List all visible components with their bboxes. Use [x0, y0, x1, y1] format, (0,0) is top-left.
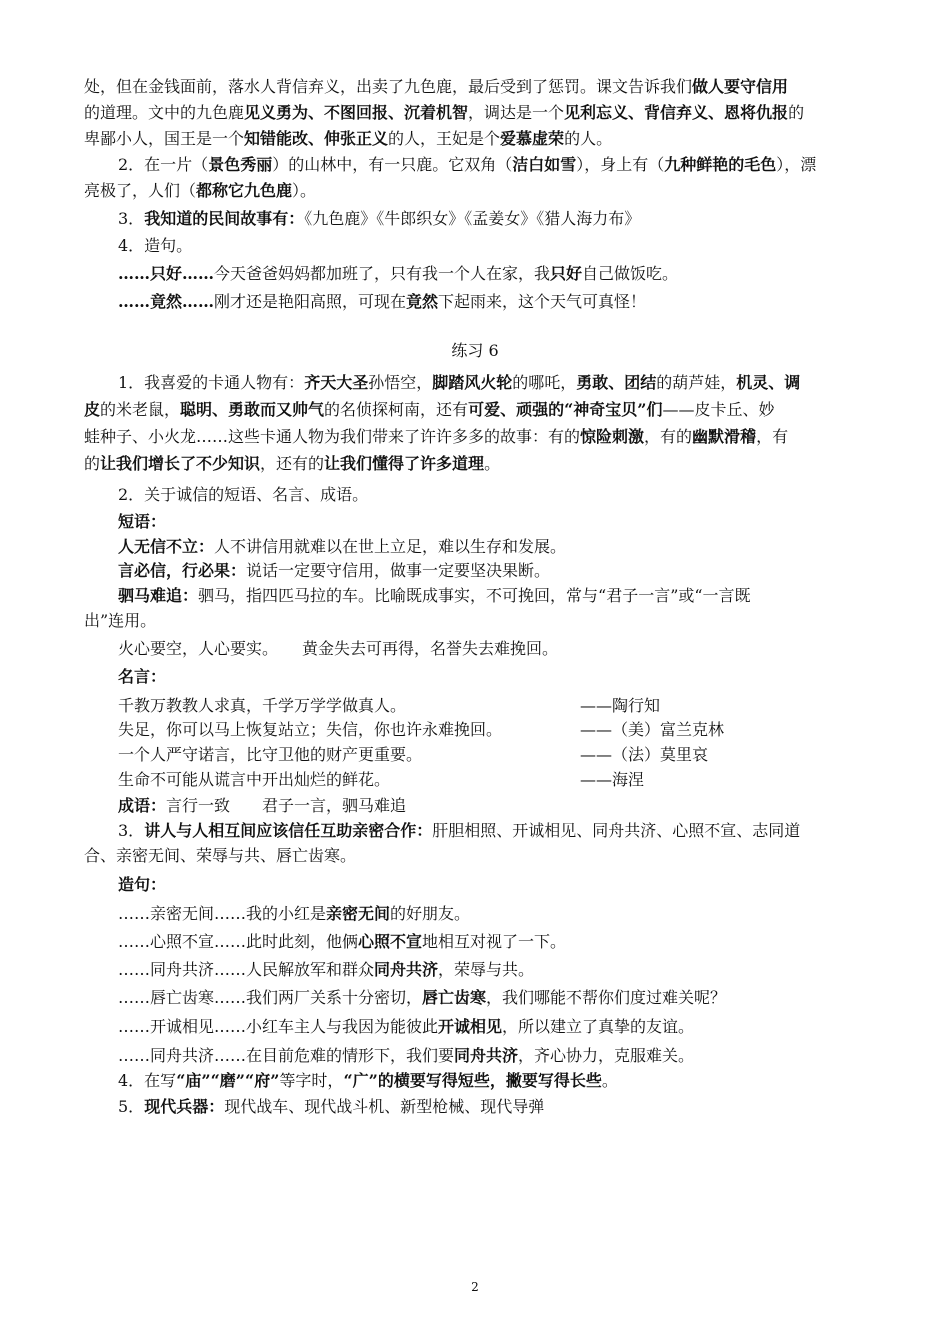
text-line	[118, 370, 896, 396]
bold-text: 让我们懂得了许多道理	[324, 454, 485, 473]
text-run: 说话一定要守信用，做事一定要坚决果断。	[246, 561, 551, 580]
bold-text: 都称它九色鹿	[196, 181, 293, 200]
text-line	[118, 929, 896, 955]
quote-text: 一个人严守诺言，比守卫他的财产更重要。	[118, 745, 423, 764]
text-run: 孙悟空，	[368, 373, 433, 392]
text-run: ）的山林中，有一只鹿。它双角（	[272, 155, 513, 174]
text-run: 。	[601, 1071, 618, 1090]
bold-text: 开诚相见	[438, 1017, 503, 1036]
bold-text: 竟然	[406, 292, 439, 311]
bold-text: 聪明、勇敢而又帅气	[180, 400, 325, 419]
text-run: 火心要空，人心要实。 黄金失去可再得，名誉失去难挽回。	[118, 639, 559, 658]
bold-text: 皮	[84, 400, 101, 419]
text-run: 的	[84, 454, 101, 473]
bold-text: 见利忘义、背信弃义、恩将仇报	[564, 103, 789, 122]
text-line	[118, 558, 896, 584]
text-run: 亮极了，人们（	[84, 181, 197, 200]
bold-text: 幽默滑稽	[692, 427, 757, 446]
text-line	[84, 843, 896, 869]
text-line	[118, 664, 896, 690]
text-line	[118, 1043, 896, 1069]
text-run: 自己做饭吃。	[582, 264, 679, 283]
text-line	[118, 509, 896, 535]
text-line	[118, 206, 896, 232]
bold-text: 只好	[550, 264, 583, 283]
bold-text: 唇亡齿寒	[422, 988, 487, 1007]
text-line	[118, 872, 896, 898]
text-run: ——皮卡丘、妙	[662, 400, 775, 419]
text-run: 2．在一片（	[118, 155, 209, 174]
bold-text: 短语：	[118, 512, 167, 531]
text-line	[84, 100, 896, 126]
quote-text: 失足，你可以马上恢复站立；失信，你也许永难挽回。	[118, 720, 503, 739]
text-run: ，齐心协力，克服难关。	[518, 1046, 695, 1065]
text-run: ）。	[292, 181, 317, 200]
text-line	[118, 636, 896, 662]
text-run: 处，但在金钱面前，落水人背信弃义，出卖了九色鹿，最后受到了惩罚。课文告诉我们	[84, 77, 693, 96]
bold-text: 洁白如雪	[512, 155, 577, 174]
text-run: 4．在写	[118, 1071, 177, 1090]
text-line	[118, 1094, 896, 1120]
text-run: ，有	[756, 427, 789, 446]
bold-text: 做人要守信用	[692, 77, 789, 96]
text-run: ……心照不宣……此时此刻，他俩	[118, 932, 359, 951]
page-number: 2	[471, 1280, 479, 1294]
text-line	[118, 957, 896, 983]
text-line	[118, 583, 896, 609]
text-run: 的人，王妃是个	[388, 129, 501, 148]
text-line	[118, 1068, 896, 1094]
bold-text: 成语：	[118, 796, 167, 815]
text-run: 地相互对视了一下。	[422, 932, 567, 951]
text-run: 的名侦探柯南，还有	[324, 400, 469, 419]
bold-text: 知错能改、伸张正义	[244, 129, 389, 148]
text-run: 《九色鹿》《牛郎织女》《孟姜女》《猎人海力布》	[304, 209, 641, 228]
bold-text: 驷马难追：	[118, 586, 199, 605]
bold-text: 造句：	[118, 875, 167, 894]
bold-text: 现代兵器：	[144, 1097, 225, 1116]
quote-text: 千教万教教人求真，千学万学学做真人。	[118, 696, 407, 715]
text-line	[84, 126, 896, 152]
text-run: 等字时，	[279, 1071, 344, 1090]
bold-text: ……只好……	[118, 264, 215, 283]
bold-text: 同舟共济	[454, 1046, 519, 1065]
text-run: 的葫芦娃，	[656, 373, 737, 392]
quote-text: 生命不可能从谎言中开出灿烂的鲜花。	[118, 770, 391, 789]
bold-text: 讲人与人相互间应该信任互助亲密合作：	[144, 821, 433, 840]
text-run: 的道理。文中的九色鹿	[84, 103, 245, 122]
text-run: 肝胆相照、开诚相见、同舟共济、心照不宣、志同道	[432, 821, 801, 840]
text-run: ……同舟共济……在目前危难的情形下，我们要	[118, 1046, 455, 1065]
text-run: 4．造句。	[118, 236, 193, 255]
text-run: ，还有的	[260, 454, 325, 473]
text-run: ，我们哪能不帮你们度过难关呢？	[486, 988, 727, 1007]
text-run: 的	[788, 103, 805, 122]
bold-text: “庙”“磨”“府”	[176, 1071, 280, 1090]
bold-text: 脚踏风火轮	[432, 373, 513, 392]
text-run: ……同舟共济……人民解放军和群众	[118, 960, 375, 979]
text-run: 下起雨来，这个天气可真怪！	[438, 292, 647, 311]
text-run: 驷马，指四匹马拉的车。比喻既成事实，不可挽回，常与“君子一言”或“一言既	[198, 586, 751, 605]
text-line	[118, 482, 896, 508]
text-run: 1．我喜爱的卡通人物有：	[118, 373, 305, 392]
text-run: ，有的	[644, 427, 693, 446]
text-run: ……唇亡齿寒……我们两厂关系十分密切，	[118, 988, 423, 1007]
text-run: 的米老鼠，	[100, 400, 181, 419]
bold-text: 人无信不立：	[118, 537, 215, 556]
text-line	[118, 1014, 896, 1040]
bold-text: 同舟共济	[374, 960, 439, 979]
bold-text: 我知道的民间故事有：	[144, 209, 305, 228]
text-run: 3．	[118, 209, 145, 228]
quote-author: ——（法）莫里哀	[580, 745, 709, 764]
bold-text: 齐天大圣	[304, 373, 369, 392]
text-run: 。	[484, 454, 501, 473]
text-run: 刚才还是艳阳高照，可现在	[214, 292, 407, 311]
text-run: 今天爸爸妈妈都加班了，只有我一个人在家，我	[214, 264, 551, 283]
text-run: 蛙种子、小火龙……这些卡通人物为我们带来了许许多多的故事：有的	[84, 427, 581, 446]
bold-text: 景色秀丽	[208, 155, 273, 174]
bold-text: 惊险刺激	[580, 427, 645, 446]
text-line	[84, 424, 896, 450]
text-line	[84, 451, 896, 477]
text-run: 合、亲密无间、荣辱与共、唇亡齿寒。	[84, 846, 357, 865]
text-run: ，调达是一个	[468, 103, 565, 122]
text-run: 的好朋友。	[390, 904, 471, 923]
text-run: 2．关于诚信的短语、名言、成语。	[118, 485, 369, 504]
text-run: 卑鄙小人，国王是一个	[84, 129, 245, 148]
text-line	[84, 74, 896, 100]
text-line	[84, 608, 896, 634]
text-run: ），身上有（	[576, 155, 665, 174]
text-run: ……亲密无间……我的小红是	[118, 904, 327, 923]
bold-text: 让我们增长了不少知识	[100, 454, 261, 473]
text-run: ……开诚相见……小红车主人与我因为能彼此	[118, 1017, 439, 1036]
section-title: 练习 6	[451, 341, 499, 360]
text-line	[118, 261, 896, 287]
text-line	[118, 818, 896, 844]
text-line	[118, 289, 896, 315]
text-run: ），漂	[776, 155, 817, 174]
text-line	[118, 901, 896, 927]
quote-author: ——陶行知	[580, 696, 661, 715]
text-run: 5．	[118, 1097, 145, 1116]
text-line	[118, 793, 896, 819]
text-run: 出”连用。	[84, 611, 157, 630]
bold-text: 爱慕虚荣	[500, 129, 565, 148]
text-run: 3．	[118, 821, 145, 840]
text-run: 的人。	[564, 129, 613, 148]
text-line	[118, 534, 896, 560]
text-line	[118, 985, 896, 1011]
text-line	[118, 152, 896, 178]
bold-text: 九种鲜艳的毛色	[664, 155, 777, 174]
bold-text: 心照不宣	[358, 932, 423, 951]
bold-text: 见义勇为、不图回报、沉着机智	[244, 103, 469, 122]
text-line	[118, 233, 896, 259]
text-run: 的哪吒，	[512, 373, 577, 392]
text-run: 言行一致 君子一言，驷马难追	[166, 796, 407, 815]
quote-author: ——海涅	[580, 770, 645, 789]
text-line	[84, 178, 896, 204]
bold-text: ……竟然……	[118, 292, 215, 311]
bold-text: 可爱、顽强的“神奇宝贝”们	[468, 400, 663, 419]
quote-author: ——（美）富兰克林	[580, 720, 725, 739]
bold-text: 勇敢、团结	[576, 373, 657, 392]
text-line	[84, 397, 896, 423]
text-run: ，荣辱与共。	[438, 960, 535, 979]
bold-text: 言必信，行必果：	[118, 561, 247, 580]
bold-text: 亲密无间	[326, 904, 391, 923]
bold-text: 名言：	[118, 667, 167, 686]
text-run: 现代战车、现代战斗机、新型枪械、现代导弹	[224, 1097, 545, 1116]
bold-text: 机灵、调	[736, 373, 801, 392]
text-run: ，所以建立了真挚的友谊。	[502, 1017, 695, 1036]
bold-text: “广”的横要写得短些，撇要写得长些	[343, 1071, 602, 1090]
text-run: 人不讲信用就难以在世上立足，难以生存和发展。	[214, 537, 567, 556]
